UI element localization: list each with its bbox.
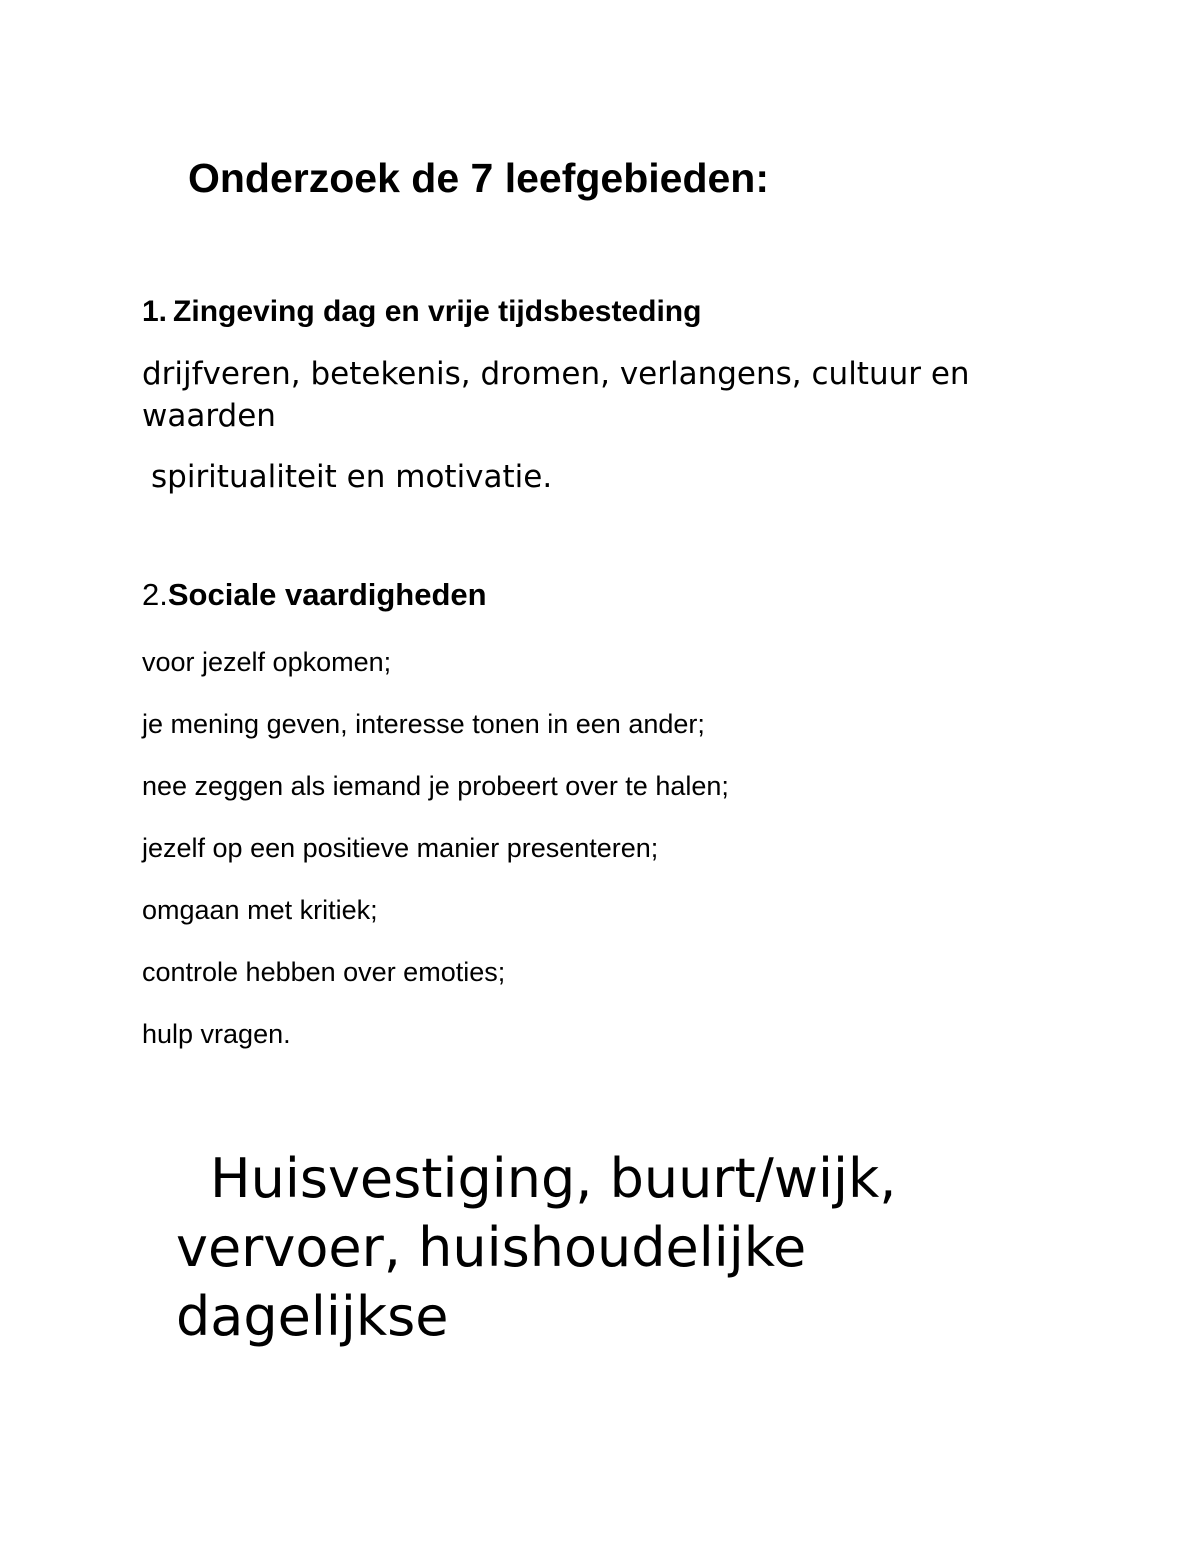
list-item: voor jezelf opkomen; [142,647,392,677]
section1-body-line2: spiritualiteit en motivatie. [151,459,553,495]
list-item: controle hebben over emoties; [142,957,506,987]
list-item: je mening geven, interesse tonen in een ander; [142,709,705,739]
section1-number: 1. [142,295,168,328]
section2-heading-label: Sociale vaardigheden [167,577,487,612]
section1-body-line1: drijfveren, betekenis, dromen, verlangens, cultuur en waarden [142,356,970,434]
list-item: nee zeggen als iemand je probeert over te halen; [142,771,729,801]
list-item: jezelf op een positieve manier presenteren; [142,833,659,863]
section2-heading [142,575,487,615]
document-title: Onderzoek de 7 leefgebieden: [188,155,769,201]
section3-text-block [176,1144,1076,1351]
list-item: omgaan met kritiek; [142,895,378,925]
section2-list [142,640,729,1074]
section2-number: 2. [142,577,168,612]
section1-body [142,353,1062,498]
section3-text: Huisvestiging, buurt/wijk, vervoer, huishoudelijke dagelijkse [176,1147,897,1348]
list-item: hulp vragen. [142,1019,291,1049]
section1-heading-label: Zingeving dag en vrije tijdsbesteding [173,295,702,328]
section1-heading [142,292,701,332]
